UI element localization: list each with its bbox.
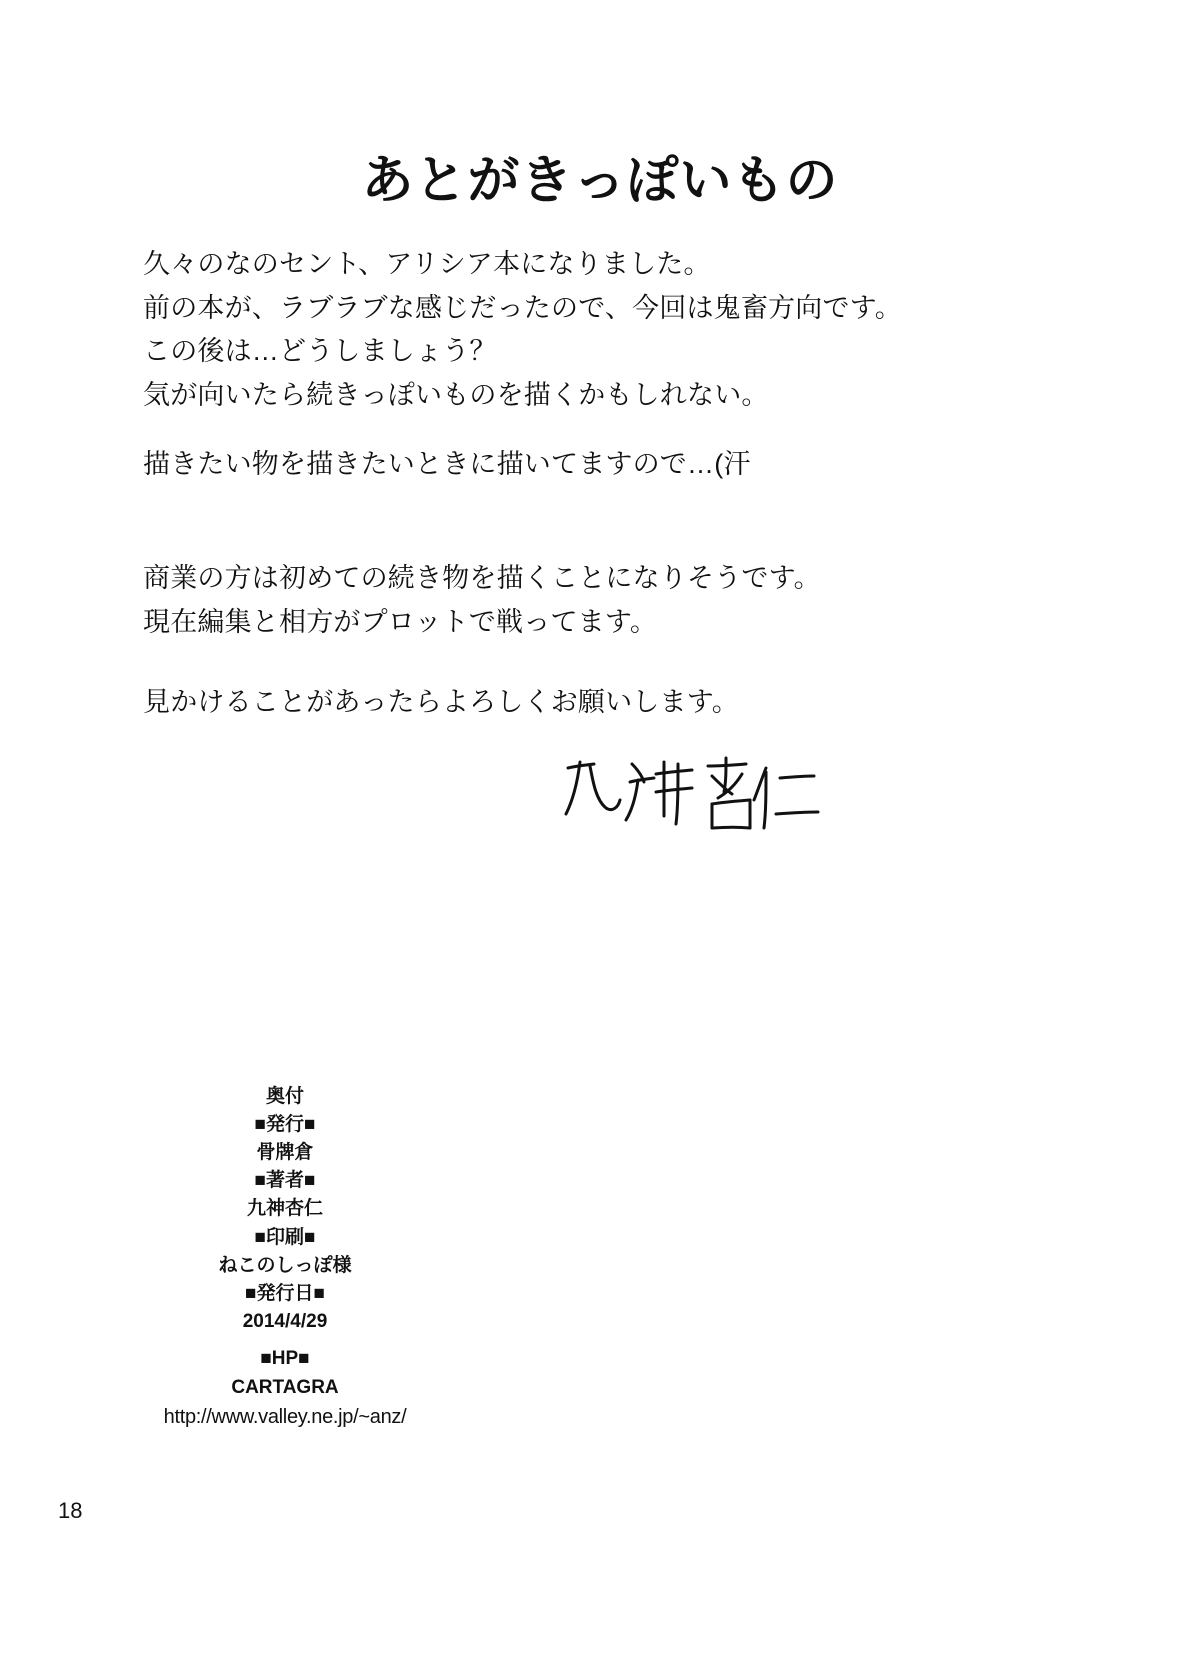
colophon-label-date: ■発行日■ bbox=[245, 1282, 325, 1304]
paragraph-line: 現在編集と相方がプロットで戦ってます。 bbox=[143, 606, 658, 637]
paragraph-line: 見かけることがあったらよろしくお願いします。 bbox=[143, 687, 739, 717]
colophon-value-author: 九神杏仁 bbox=[246, 1198, 323, 1220]
paragraph-line: 描きたい物を描きたいときに描いてますので…(汗 bbox=[143, 449, 751, 479]
colophon-label-author: ■著者■ bbox=[254, 1170, 316, 1192]
colophon-label-printer: ■印刷■ bbox=[254, 1226, 316, 1248]
signature-strokes bbox=[560, 752, 820, 842]
paragraph-line: 商業の方は初めての続き物を描くことになりそうです。 bbox=[143, 563, 821, 593]
page-title: あとがきっぽいもの bbox=[361, 151, 839, 210]
page-number: 18 bbox=[58, 1498, 83, 1523]
colophon-value-publisher: 骨牌倉 bbox=[256, 1142, 314, 1164]
paragraph-commercial bbox=[143, 557, 1043, 644]
paragraph-note bbox=[143, 443, 1043, 487]
paragraph-line: 久々のなのセント、アリシア本になりました。 bbox=[143, 249, 711, 279]
paragraph-line: この後は…どうしましょう？ bbox=[143, 336, 497, 367]
hp-label: ■HP■ bbox=[260, 1348, 310, 1369]
paragraph-line: 気が向いたら続きっぽいものを描くかもしれない。 bbox=[143, 380, 769, 411]
colophon-hp bbox=[110, 1345, 460, 1432]
colophon-label-publisher: ■発行■ bbox=[254, 1114, 316, 1136]
paragraph-line: 前の本が、ラブラブな感じだったので、今回は鬼畜方向です。 bbox=[143, 292, 902, 323]
colophon-heading: 奥付 bbox=[265, 1086, 304, 1107]
colophon-value-printer: ねこのしっぽ様 bbox=[218, 1254, 352, 1276]
colophon bbox=[120, 1083, 450, 1336]
hp-url[interactable]: http://www.valley.ne.jp/~anz/ bbox=[163, 1406, 407, 1428]
paragraph-intro bbox=[143, 243, 1043, 418]
author-signature bbox=[560, 752, 820, 842]
colophon-value-date: 2014/4/29 bbox=[242, 1310, 328, 1332]
paragraph-closing bbox=[143, 681, 1043, 725]
hp-site-name: CARTAGRA bbox=[231, 1376, 339, 1398]
